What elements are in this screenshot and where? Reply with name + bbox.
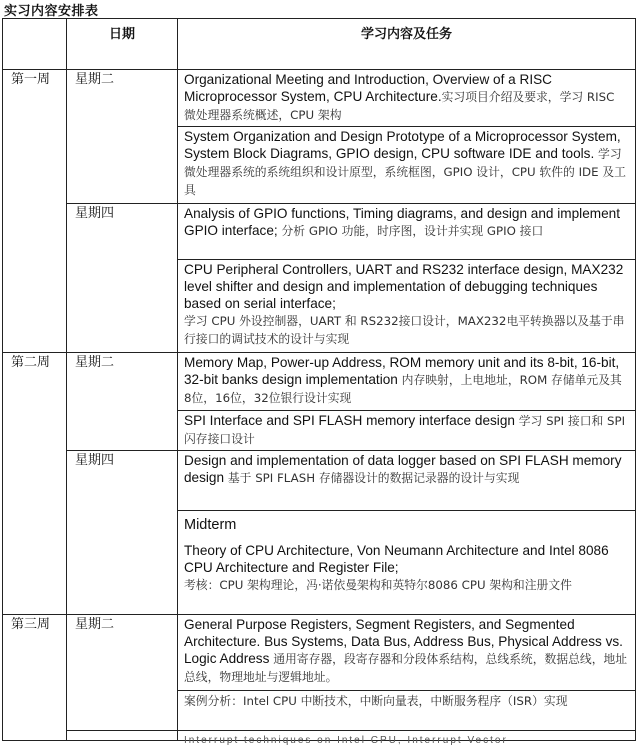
midterm-heading: Midterm: [184, 517, 237, 533]
task-cell: [178, 204, 636, 260]
header-week: [3, 19, 67, 70]
header-content: 学习内容及任务: [178, 19, 636, 70]
task-text-en: Design and implementation of data logger based on SPI FLASH memory design: [184, 453, 622, 485]
task-cell: [178, 260, 636, 353]
task-text-zh: 案例分析：Intel CPU 中断技术，中断向量表，中断服务程序（ISR）实现: [184, 694, 568, 708]
task-text-zh: 分析 GPIO 功能，时序图，设计并实现 GPIO 接口: [281, 224, 544, 238]
task-text-zh: 学习微处理器系统的系统组织和设计原型，系统框图，GPIO 设计，CPU 软件的 IDE 及工具: [184, 147, 626, 197]
task-text-en: CPU Peripheral Controllers, UART and RS232 interface design, MAX232 level shifter and design and implementation of debugging techniques based on serial interface;: [184, 262, 624, 311]
task-cell: [178, 615, 636, 691]
table-header-row: [3, 19, 636, 70]
table-row: [3, 615, 636, 691]
day-label: 星期二: [67, 615, 178, 731]
table-row: [3, 451, 636, 511]
task-text-en: System Organization and Design Prototype of a Microprocessor System, System Block Diagrams, GPIO design, CPU software IDE and tools.: [184, 129, 621, 161]
day-label: [67, 731, 178, 741]
task-text-zh: 内存映射，上电地址，ROM 存储单元及其8位，16位，32位银行设计实现: [184, 373, 622, 405]
task-text-zh: 基于 SPI FLASH 存储器设计的数据记录器的设计与实现: [227, 471, 520, 485]
task-text-en: General Purpose Registers, Segment Registers, and Segmented Architecture. Bus Systems, Data Bus, Address Bus, Physical Address vs. Logic Address: [184, 617, 623, 666]
task-text-zh: 实习项目介绍及要求，学习 RISC 微处理器系统概述，CPU 架构: [184, 90, 615, 122]
day-label: 星期四: [67, 451, 178, 615]
table-row: [3, 353, 636, 411]
day-label: 星期二: [67, 70, 178, 204]
table-row: [3, 204, 636, 260]
task-text-en: Analysis of GPIO functions, Timing diagrams, and design and implement GPIO interface;: [184, 206, 620, 238]
task-text-zh: 学习 SPI 接口和 SPI 闪存接口设计: [184, 414, 626, 446]
day-label: 星期二: [67, 353, 178, 451]
week-label: 第二周: [3, 353, 67, 615]
cut-text: Interrupt techniques on Intel CPU, Interrupt Vector: [184, 735, 508, 746]
header-date: 日期: [67, 19, 178, 70]
task-text-en: Organizational Meeting and Introduction, Overview of a RISC Microprocessor System, CPU Architecture.: [184, 72, 552, 104]
task-cell: [178, 451, 636, 511]
week-label: 第一周: [3, 70, 67, 353]
task-text-en: Theory of CPU Architecture, Von Neumann Architecture and Intel 8086 CPU Architecture and Register File;: [184, 543, 609, 575]
task-cell: [178, 691, 636, 731]
page-title: 实习内容安排表: [4, 4, 99, 19]
task-cell: [178, 127, 636, 204]
task-text-zh: 考核：CPU 架构理论，冯·诺依曼架构和英特尔8086 CPU 架构和注册文件: [184, 578, 572, 592]
task-text-zh: 通用寄存器，段寄存器和分段体系结构，总线系统，数据总线，地址总线，物理地址与逻辑地址。: [184, 652, 628, 684]
table-row-cut: [3, 731, 636, 741]
task-cell: [178, 511, 636, 615]
day-label: 星期四: [67, 204, 178, 353]
task-cell: [178, 411, 636, 451]
task-cell: [178, 353, 636, 411]
schedule-table: [2, 18, 636, 746]
task-cell: [178, 731, 636, 746]
task-text-zh: 学习 CPU 外设控制器，UART 和 RS232接口设计，MAX232电平转换器以及基于串行接口的调试技术的设计与实现: [184, 314, 625, 346]
table-row: [3, 70, 636, 127]
week-label: 第三周: [3, 615, 67, 741]
task-text-en: Memory Map, Power-up Address, ROM memory unit and its 8-bit, 16-bit, 32-bit banks design implementation: [184, 355, 620, 387]
task-cell: [178, 70, 636, 127]
task-text-en: SPI Interface and SPI FLASH memory interface design: [184, 413, 515, 428]
